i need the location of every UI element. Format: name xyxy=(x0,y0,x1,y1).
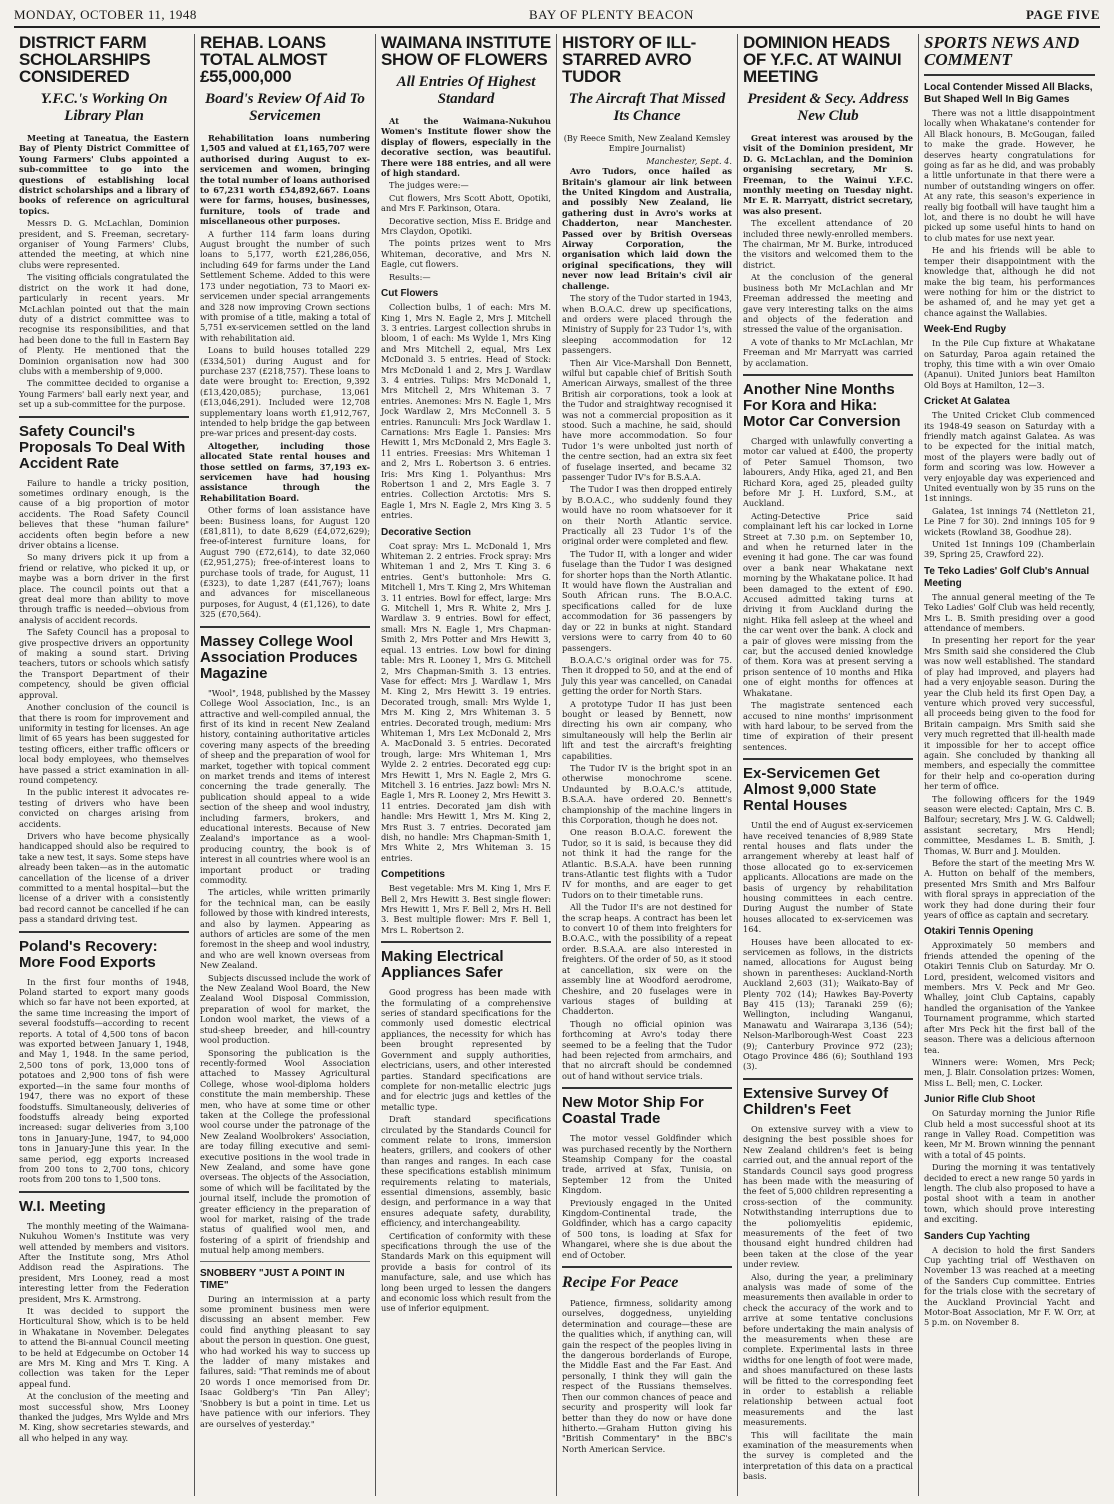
article-paragraph: Approximately 50 members and friends attended the opening of the Otakiri Tennis Club on Saturday. Mr O. Lord, president, welcomed visitors and members. Mrs V. Peck and Mr Geo. Whalley, joint Club Captains, capably handled the organisation of the Yankee Tournament programme, which started after Mrs Peck hit the first ball of the season. There was a delicious afternoon tea. xyxy=(924,940,1095,1055)
divider xyxy=(200,626,370,628)
article-paragraph: Cut flowers, Mrs Scott Abott, Opotiki, and Mrs F. Parkinson, Otara. xyxy=(381,192,551,214)
headline-rental-houses: Ex-Servicemen Get Almost 9,000 State Rental Houses xyxy=(743,765,880,815)
article-paragraph: During the morning it was tentatively decided to erect a new range 50 yards in length. The club also proposed to have a postal shoot with a team in another town, which should prove interesting and exciting. xyxy=(924,1162,1095,1225)
article-paragraph: At the conclusion of the meeting and most successful show, Mrs Looney thanked the judges, Mrs Wylde and Mrs M. King, show secretaries stewards, and all who helped in any way. xyxy=(19,1391,189,1443)
column-2 xyxy=(195,34,376,1496)
page-number: PAGE FIVE xyxy=(1026,7,1100,22)
divider xyxy=(381,941,551,943)
paper-name: BAY OF PLENTY BEACON xyxy=(528,7,694,22)
byline: (By Reece Smith, New Zealand Kemsley Empire Journalist) xyxy=(563,133,731,154)
article-paragraph: So many drivers pick it up from a friend or relative, who picked it up, or maybe was a born driver in the first place. The council points out that a great deal more than ability to move through traffic is needed—obvious from analysis of accident records. xyxy=(19,552,189,625)
headline-all-blacks: Local Contender Missed All Blacks, But Shaped Well In Big Games xyxy=(924,82,1093,105)
article-paragraph: In the Pile Cup fixture at Whakatane on Saturday, Paroa again retained the trophy, this time with a win over Omaio (Apanui). United Juniors beat Hamilton Old Boys at Hamilton, 12—3. xyxy=(924,338,1095,390)
headline-motor-ship: New Motor Ship For Coastal Trade xyxy=(562,1094,704,1128)
column-3 xyxy=(376,34,557,1496)
headline-golf-club: Te Teko Ladies' Golf Club's Annual Meeting xyxy=(924,565,1090,589)
article-paragraph: Collection bulbs, 1 of each: Mrs M. King 1, Mrs N. Eagle 2, Mrs J. Mitchell 3. 3 entries. Largest collection shrubs in bloom, 1 of each: Ms Wylde 1, Mrs King and Mrs Mitchell 2, equal, Mrs Lex McDonald 3. 5 entries. Head of Stock: Mrs McDonald 1 and 2, Mrs J. Wardlaw 3. 4 entries. Tulips: Mrs McDonald 1, Mrs Mitchell 2, Mrs Whiteman 3. 7 entries. Anemones: Mrs N. Eagle 1, Mrs Jock Wardlaw 2, Mrs McConnell 3. 5 entries. Ranunculi: Mrs Jock Wardlaw 1. Carnations: Mrs Eagle 1. Pansies: Mrs Hewitt 1, Mrs McDonald 2, Mrs Eagle 3. 11 entries. Freesias: Mrs Whiteman 1 and 2, Mrs L. Robertson 3. 6 entries. Iris: Mrs King 1. Polyanthus: Mrs Robertson 1 and 2, Mrs Eagle 3. 7 entries. Collection Arctotis: Mrs S. Eagle 1, Mrs N. Eagle 2, Mrs King 3. 5 entries. xyxy=(381,302,551,521)
article-paragraph: At the conclusion of the general business both Mr McLachlan and Mr Freeman addressed the meeting and gave very interesting talks on the aims and objects of the federation and stressed the value of the organisation. xyxy=(743,272,913,335)
headline-cricket-galatea: Cricket At Galatea xyxy=(924,396,1010,408)
headline-week-end-rugby: Week-End Rugby xyxy=(924,324,1007,336)
article-paragraph: Failure to handle a tricky position, sometimes ordinary enough, is the cause of a big proportion of motor accidents. The Road Safety Council believes that these "human failure" accidents often begin before a new driver obtains a license. xyxy=(19,477,189,550)
headline-safety-council: Safety Council's Proposals To Deal With Accident Rate xyxy=(19,422,186,472)
section-decorative: Decorative Section xyxy=(381,526,472,538)
article-paragraph: United 1st Innings 109 (Chamberlain 39, Spring 25, Crawford 22). xyxy=(924,539,1095,560)
article-paragraph: In the public interest it advocates re-testing of drivers who have been convicted on charges arising from accidents. xyxy=(19,787,189,829)
article-paragraph: Charged with unlawfully converting a motor car valued at £400, the property of Peter Samuel Thomson, two labourers, Andy Hika, aged 21, and Ben Richard Kora, aged 25, pleaded guilty before Mr J. H. Luxford, S.M., at Auckland. xyxy=(743,435,913,509)
article-paragraph: A vote of thanks to Mr McLachlan, Mr Freeman and Mr Marryatt was carried by acclamation. xyxy=(743,336,913,368)
article-paragraph: The Tudor IV is the bright spot in an otherwise monochrome scene. Undaunted by B.O.A.C.'s attitude, B.S.A.A. have ordered 20. Bennett's championship of the machine lingers in this Corporation, though he does not. xyxy=(562,762,732,825)
section-competitions: Competitions xyxy=(381,869,445,881)
page-columns xyxy=(14,34,1100,1496)
article-paragraph: The judges were:— xyxy=(389,180,469,191)
article-paragraph: The story of the Tudor started in 1943, when B.O.A.C. drew up specifications, and orders were placed through the Ministry of Supply for 23 Tudor 1's, with sleeping accommodation for 12 passengers. xyxy=(562,293,732,356)
article-paragraph: Drivers who have become physically handicapped should also be required to take a new test, it says. Some steps have already been taken—as in the automatic cancellation of the license of a driver committed to a mental hospital—but the license of a driver with a consistently bad record cannot be cancelled if he can pass a standard driving test. xyxy=(19,830,190,925)
sports-section-title: SPORTS NEWS AND COMMENT xyxy=(924,34,1080,69)
headline-waimana-show: WAIMANA INSTITUTE SHOW OF FLOWERS xyxy=(381,34,551,69)
article-lead: Rehabilitation loans numbering 1,505 and valued at £1,165,707 were authorised during August to ex-servicemen and women, bringing the total number of loans authorised to 67,231 worth £54,892,667. Loans were for farms, houses, businesses, furniture, tools of trade and miscellaneous other purposes. xyxy=(200,133,370,227)
article-paragraph: The United Cricket Club commenced its 1948-49 season on Saturday with a friendly match against Galatea. As was to be expected for the initial match, most of the players were badly out of form and scoring was low. However a very enjoyable day was experienced and United eventually won by 35 runs on the 1st innings. xyxy=(924,410,1095,504)
divider xyxy=(743,758,913,760)
headline-snobbery: SNOBBERY "JUST A POINT IN TIME" xyxy=(200,1267,345,1291)
subhead-board-review: Board's Review Of Aid To Servicemen xyxy=(205,91,365,124)
subhead-new-club: President & Secy. Address New Club xyxy=(747,91,909,124)
divider xyxy=(19,416,189,418)
article-paragraph: There was not a little disappointment locally when Whakatane's contender for All Black honours, B. McGougan, failed to make the grade. However, he deserves hearty congratulations for going as far as he did, and was probably a little unfortunate in that there were a number of outstanding wingers on offer. At any rate, this season's experience in really big football will have taught him a lot, and there is no doubt he will have picked up some useful hints to hand on to club mates for use next year. xyxy=(924,108,1095,243)
column-1 xyxy=(14,34,195,1496)
article-paragraph: Before the start of the meeting Mrs W. A. Hutton on behalf of the members, presented Mrs Smith and Mrs Balfour with floral sprays in appreciation of the work they had done during their four years of office as captain and secretary. xyxy=(924,858,1095,921)
headline-childrens-feet: Extensive Survey Of Children's Feet xyxy=(743,1084,889,1118)
divider xyxy=(200,1261,370,1262)
article-lead: Meeting at Taneatua, the Eastern Bay of Plenty District Committee of Young Farmers' Clubs appointed a sub-committee to go into the questions of establishing local district scholarships and a library of books of reference on agricultural topics. xyxy=(19,133,189,216)
dateline: Manchester, Sept. 4. xyxy=(646,155,732,166)
article-paragraph: A decision to hold the first Sanders Cup yachting trial off Westhaven on November 13 was reached at a meeting of the Sanders Cup committee. Entries for the trials close with the secretary of the Auckland Provincial Yacht and Motor-Boat Association, Mr F. W. Orr, at 5 p.m. on November 8. xyxy=(924,1244,1095,1328)
divider xyxy=(924,74,1095,76)
article-paragraph: Sponsoring the publication is the recently-formed Wool Association attached to Massey Agricultural College, whose wool-diploma holders constitute the main membership. These men, who have at some time or other taken at the College the professional wool course under the patronage of the New Zealand Woolbrokers' Association, are today filling executive and semi-executive positions in the wool trade in New Zealand, and some have gone overseas. The objects of the Association, some of which will be facilitated by the journal itself, include the promotion of greater efficiency in the preparation of wool for market, raising of the trade status of qualified wool men, and fostering of a spirit of friendship and mutual help among members. xyxy=(200,1047,370,1256)
divider xyxy=(562,1266,732,1268)
article-paragraph: Good progress has been made with the formulating of a comprehensive series of standard specifications for the commonly used domestic electrical appliances, the necessity for which has been brought represented by Government and supply authorities, electricians, users, and other interested parties. Standard specifications are complete for non-metallic electric jugs and for electric jugs and kettles of the metallic type. xyxy=(381,987,551,1112)
article-paragraph: Also, during the year, a preliminary analysis was made of some of the measurements then available in order to check the accuracy of the work and to arrive at some tentative conclusions before undertaking the main analysis of the measurements when these are complete. Experimental lasts in three widths for one length of foot were made, and shoes manufactured on these lasts will be fitted to the corresponding feet in order to establish a reliable relationship between actual foot measurements and the last measurements. xyxy=(743,1271,913,1428)
article-paragraph: Decorative section, Miss E. Bridge and Mrs Claydon, Opotiki. xyxy=(381,215,551,237)
article-lead: Great interest was aroused by the visit of the Dominion president, Mr D. G. McLachlan, and the Dominion organising secretary, Mr S. Freeman, to the Wainui Y.F.C. monthly meeting on Tuesday night. Mr E. R. Marryatt, district secretary, was also present. xyxy=(743,133,913,216)
divider xyxy=(743,1078,913,1080)
article-paragraph: The annual general meeting of the Te Teko Ladies' Golf Club was held recently, Mrs L. B. Smith presiding over a good attendance of members. xyxy=(924,591,1095,634)
headline-rehab-loans: REHAB. LOANS TOTAL ALMOST £55,000,000 xyxy=(200,34,328,86)
article-paragraph: In the first four months of 1948, Poland started to export many goods which so far have not been exported, at the same time increasing the import of several foodstuffs—according to recent reports. A total of 4,500 tons of bacon was exported between January 1, 1948, and May 1, 1948. In the same period, 2,500 tons of pork, 13,000 tons of potatoes and 2,900 tons of fish were exported—in the same four months of 1947, there was no export of these foodstuffs. Simultaneously, deliveries of foodstuffs already being exported increased: sugar deliveries from 3,100 tons in January-June, 1947, to 94,000 tons in January-June this year. In the same period, egg exports increased from 200 tons to 2,700 tons, chicory roots from 200 tons to 1,500 tons. xyxy=(19,976,189,1185)
article-paragraph: Loans to build houses totalled 229 (£334,501) during August and for purchase 237 (£218,757). These loans to date were brought to: Erection, 9,392 (£13,420,085); purchase, 13,061 (£13,046,291). Included were 12,708 supplementary loans worth £1,912,767, intended to help bridge the gap between pre-war prices and present-day costs. xyxy=(200,345,370,439)
headline-wi-meeting: W.I. Meeting xyxy=(19,1197,106,1215)
article-paragraph: The Safety Council has a proposal to give prospective drivers an opportunity of making a sound start. Driving teachers, tutors or schools which satisfy the Transport Department of their competency, should be given official approval. xyxy=(19,627,189,700)
divider xyxy=(562,1087,732,1089)
headline-tennis-opening: Otakiri Tennis Opening xyxy=(924,926,1034,938)
headline-rifle-club: Junior Rifle Club Shoot xyxy=(924,1094,1036,1106)
article-paragraph: Houses have been allocated to ex-servicemen as follows, in the districts named, allocations for August being shown in parentheses: Auckland-North Auckland 2,603 (31); Waikato-Bay of Plenty 702 (14); Hawkes Bay-Poverty Bay 415 (13); Taranaki 259 (6); Wellington, including Wanganui, Manawatu and Wairarapa 3,136 (54); Nelson-Marlborough-West Coast 223 (9); Canterbury Province 972 (23); Otago Province 486 (6); Southland 193 (3). xyxy=(743,936,913,1072)
article-paragraph: Best vegetable: Mrs M. King 1, Mrs F. Bell 2, Mrs Hewitt 3. Best single flower: Mrs Hewitt 1, Mrs F. Bell 2, Mrs H. Bell 3. Best multiple flower: Mrs F. Bell 1, Mrs L. Robertson 2. xyxy=(381,883,551,935)
article-paragraph: Patience, firmness, solidarity among ourselves, doggedness, unyielding determination and courage—these are the qualities which, if anything can, will gain the respect of the peoples living in the dangerous borderlands of Europe, the Middle East and the Far East. And personally, I think they will gain the respect of the Russians themselves. Then our common chances of peace and security and prosperity will look far better than they do now or have done hitherto.—Graham Hutton giving his "British Commentary" in the BBC's North American Service. xyxy=(562,1298,732,1454)
headline-recipe-peace: Recipe For Peace xyxy=(562,1274,679,1292)
article-paragraph: The excellent attendance of 20 included three newly-enrolled members. The chairman, Mr M. Burke, introduced the visitors and welcomed them to the district. xyxy=(743,218,913,270)
article-paragraph: "Wool", 1948, published by the Massey College Wool Association, Inc., is an attractive and well-compiled annual, the first of its kind in recent New Zealand history, containing authoritative articles covering many aspects of the breeding of sheep and the preparation of wool for market, together with topical comment on market trends and items of interest concerning the trade generally. The publication should appeal to a wide section of the sheep and wool industry, including farmers, brokers, and educational interests. Because of New Zealand's importance as a wool-producing country, the book is of interest in all countries where wool is an important product or trading commodity. xyxy=(200,687,370,885)
article-paragraph: On Saturday morning the Junior Rifle Club held a most successful shoot at its range in Valley Road. Competition was keen, Mr M. Brown winning the pennant with a total of 45 points. xyxy=(924,1108,1095,1160)
article-paragraph: The Tudor II, with a longer and wider fuselage than the Tudor I was designed for shorter hops than the North Atlantic. It would have flown the Australian and South African runs. The B.O.A.C. specifications called for de luxe accommodation for 36 passengers by day or 22 in bunks at night. Standard versions were to carry from 40 to 60 passengers. xyxy=(562,548,732,653)
article-paragraph: The points prizes went to Mrs Whiteman, decorative, and Mrs N. Eagle, cut flowers. xyxy=(381,238,551,270)
headline-poland: Poland's Recovery: More Food Exports xyxy=(19,937,158,971)
article-paragraph: The following officers for the 1949 season were elected: Captain, Mrs C. B. Balfour; secretary, Mrs J. W. G. Caldwell; assistant secretary, Mrs Hendl; committee, Mesdames L. B. Smith, J. Thomas, W. Burr and J. Moulden. xyxy=(924,793,1095,856)
headline-farm-scholarships: DISTRICT FARM SCHOLARSHIPS CONSIDERED xyxy=(19,34,151,86)
article-paragraph: The Tudor I was then dropped entirely by B.O.A.C., who suddenly found they would have no room whatsoever for it on their North Atlantic service. Practically all 23 Tudor 1's of the original order were completed and flew. xyxy=(562,484,732,547)
article-paragraph: All the Tudor II's are not destined for the scrap heaps. A contract has been let to convert 10 of them into freighters for B.O.A.C., with the possibility of a repeat order. B.S.A.A. are also interested in freighters. Of the order of 50, as it stood at cancellation, six were on the assembly line at Woodford aerodrome, Cheshire, and 20 fuselages were in various stages of building at Chadderton. xyxy=(562,902,732,1017)
article-paragraph: Another conclusion of the council is that there is room for improvement and uniformity in testing for licenses. An age limit of 65 years has been suggested for testing officers, either traffic officers or local body employees, who themselves have passed a strict examination in all-round competency. xyxy=(19,702,189,785)
article-paragraph: Certification of conformity with these specifications through the use of the Standards Mark on this equipment will provide a basis for control of its manufacture, sale, and use which has long been urged to lessen the dangers and economic loss which result from the use of inferior equipment. xyxy=(381,1230,551,1314)
article-paragraph: Altogether, including those allocated State rental houses and those settled on farms, 37,193 ex-servicemen have had housing assistance through the Rehabilitation Board. xyxy=(200,440,370,503)
article-paragraph: B.O.A.C.'s original order was for 75. Then it dropped to 50, and at the end of July this year was cancelled, on Canadai getting the order for North Stars. xyxy=(562,654,732,697)
headline-massey-wool: Massey College Wool Association Produces Magazine xyxy=(200,632,358,682)
section-cut-flowers: Cut Flowers xyxy=(381,288,439,300)
article-paragraph: This will facilitate the main examination of the measurements when the survey is completed and the interpretation of this data on a practical basis. xyxy=(743,1429,913,1482)
article-paragraph: He and his friends will be able to temper their disappointment with the knowledge that, although he did not make the big team, his performances were nothing for him or the district to be ashamed of, and he may yet get a chance against the Wallabies. xyxy=(924,245,1095,318)
headline-sanders-cup: Sanders Cup Yachting xyxy=(924,1230,1030,1242)
article-paragraph: Though no official opinion was forthcoming at Avro's today there seemed to be a feeling that the Tudor had been rejected from armchairs, and that no aircraft should be condemned out of hand without service trials. xyxy=(562,1018,732,1081)
headline-electrical: Making Electrical Appliances Safer xyxy=(381,948,504,982)
article-paragraph: Until the end of August ex-servicemen have received tenancies of 8,989 State rental houses and flats under the arrangement whereby at least half of those allocated go to ex-servicemen applicants. Allocations are made on the basis of urgency by rehabilitation housing committees in each centre. During August the number of State houses allocated to ex-servicemen was 164. xyxy=(743,820,913,935)
article-paragraph: Messrs D. G. McLachlan, Dominion president, and S. Freeman, secretary-organiser of Young Farmers' Clubs, attended the meeting, at which nine clubs were represented. xyxy=(19,218,189,270)
divider xyxy=(743,374,913,376)
headline-kora-hika: Another Nine Months For Kora and Hika: Motor Car Conversion xyxy=(743,380,901,430)
article-paragraph: The magistrate sentenced each accused to nine months' imprisonment with hard labour, to be served from the time of expiration of their present sentences. xyxy=(743,700,913,752)
issue-date: MONDAY, OCTOBER 11, 1948 xyxy=(14,7,197,22)
divider xyxy=(19,931,189,933)
article-paragraph: Previously engaged in the United Kingdom-Continental trade, the Goldfinder, which has a cargo capacity of 500 tons, is loading at Sfax for Whangarei, where she is due about the end of October. xyxy=(562,1197,732,1260)
subhead-entries: All Entries Of Highest Standard xyxy=(396,74,536,107)
column-6 xyxy=(919,34,1100,1496)
column-4 xyxy=(557,34,738,1496)
article-lead: At the Waimana-Nukuhou Women's Institute flower show the display of flowers, especially in the decorative section, was beautiful. There were 188 entries, and all were of high standard. xyxy=(381,116,551,179)
article-paragraph: Winners were: Women, Mrs Peck; men, J. Blair. Consolation prizes: Women, Miss L. Bell; men, C. Locker. xyxy=(924,1056,1095,1088)
article-paragraph: The monthly meeting of the Waimana-Nukuhou Women's Institute was very well attended by members and visitors. After the Institute song, Mrs Athol Addison read the Aspirations. The president, Mrs Looney, read a most interesting letter from the Federation president, Mrs K. Armstrong. xyxy=(19,1220,189,1304)
article-paragraph: One reason B.O.A.C. forewent the Tudor, so it is said, is because they did not think it had the range for the Atlantic. B.S.A.A. have been running trans-Atlantic test flights with a Tudor IV for months, and are eager to get Tudors on to their timetable runs. xyxy=(562,827,732,900)
article-paragraph: On extensive survey with a view to designing the best possible shoes for New Zealand children's feet is being carried out, and the annual report of the Standards Council says good progress has been made with the measuring of the feet of 5,000 children representing a cross-section of the community. Notwithstanding interruptions due to the poliomyelitis epidemic, measurements of the feet of two thousand eight hundred children had been taken at the close of the year under review. xyxy=(743,1123,913,1270)
article-paragraph: The articles, while written primarily for the technical man, can be easily followed by those with kindred interests, and also by laymen. Appearing as authors of articles are some of the men foremost in the sheep and wool industry, and who are well known overseas from New Zealand. xyxy=(200,887,371,971)
article-paragraph: A further 114 farm loans during August brought the number of such loans to 5,177, worth £21,286,056, including 649 for farms under the Land Settlement Scheme. Added to this were 173 under negotiation, 73 to Maori ex-servicemen under special arrangements and 328 now improving Crown sections with promise of a title, making a total of 5,751 ex-servicemen settled on the land with rehabilitation aid. xyxy=(200,228,370,343)
article-paragraph: In presenting her report for the year Mrs Smith said she considered the Club was now well established. The standard of play had improved, and players had had a very enjoyable season. During the year the Club held its first Open Day, a venture which proved very successful, all proceeds being given to the food for Britain campaign. Mrs Smith said she very much regretted that ill-health made it impossible for her to accept office again. She concluded by thanking all members, and especially the committee for their help and co-operation during her term of office. xyxy=(924,635,1095,792)
article-paragraph: The visiting officials congratulated the district on the work it had done, particularly in recent years. Mr McLachlan pointed out that the main duty of a district committee was to recognise its responsibilities, and that had been done to the full in Eastern Bay of Plenty. He mentioned that the Dominion organisation now had 300 clubs with a membership of 9,000. xyxy=(19,272,189,376)
article-paragraph: Galatea, 1st innings 74 (Nettleton 21, Le Pine 7 for 30). 2nd innings 105 for 9 wickets (Rowland 38, Goodhue 28). xyxy=(924,505,1095,537)
article-lead: Avro Tudors, once hailed as Britain's glamour air link between the United Kingdom and Australia, and possibly New Zealand, lie gathering dust in Avro's works at Chadderton, near Manchester. Passed over by British Overseas Airway Corporation, the organisation which laid down the original specifications, they will never now lead Britain's civil air challenge. xyxy=(562,166,732,291)
article-paragraph: Coat spray: Mrs L. McDonald 1, Mrs Whiteman 2. 2 entries. Frock spray: Mrs Whiteman 1 and 2, Mrs T. King 3. 6 entries. Gent's buttonhole: Mrs G. Mitchell 1, Mrs T. King 2, Mrs Whiteman 3. 11 entries. Bowl for effect, large: Mrs G. Mitchell 1, Mrs R. White 2, Mrs J. Wardlaw 3. 9 entries. Bowl for effect, small: Mrs N. Eagle 1, Mrs Chapman-Smith 2, Mrs Potter and Mrs Hewitt 3, equal. 13 entries. Low bowl for dining table: Mrs R. Looney 1, Mrs G. Mitchell 2, Mrs Chapman-Smith 3. 13 entries. Vase for effect: Mrs J. Wardlaw 1, Mrs M. King 2, Mrs Hewitt 3. 19 entries. Decorated trough, small: Mrs Wylde 1, Mrs M. King 2, Mrs Whiteman 3. 5 entries. Decorated trough, medium: Mrs Whiteman 1, Mrs Lex McDonald 2, Mrs A. MacDonald 3. 5 entries. Decorated trough, large: Mrs Whiteman 1, Mrs Wylde 2. 2 entries. Decorated egg cup: Mrs Hewitt 1, Mrs N. Eagle 2, Mrs G. Mitchell 3. 16 entries. Jazz bowl: Mrs N. Eagle 1, Mrs R. Looney 2, Mrs Hewitt 3. 11 entries. Decorated jam dish with handle: Mrs Hewitt 1, Mrs M. King 2, Mrs Rust 3. 7 entries. Decorated jam dish, no handle: Mrs Chapman-Smith 1, Mrs White 2, Mrs Whiteman 3. 15 entries. xyxy=(381,540,551,863)
column-5 xyxy=(738,34,919,1496)
article-paragraph: Results:— xyxy=(389,271,431,282)
subhead-library-plan: Y.F.C.'s Working On Library Plan xyxy=(40,91,168,124)
divider xyxy=(19,1191,189,1193)
headline-avro-tudor: HISTORY OF ILL-STARRED AVRO TUDOR xyxy=(562,34,697,86)
headline-dominion-heads: DOMINION HEADS OF Y.F.C. AT WAINUI MEETING xyxy=(743,34,902,86)
article-paragraph: Then Air Vice-Marshall Don Bennett, wilful but capable chief of British South American Airways, smallest of the three British air corporations, took a look at the Tudor and straightway recognised it was not a commercial proposition as it stood. Such a machine, he said, should have more accommodation. So four Tudor 1's were unbolted just north of the centre section, had an extra six feet of fuselage inserted, and became 32 passenger Tudor IV's for B.S.A.A. xyxy=(562,357,732,482)
subhead-aircraft: The Aircraft That Missed Its Chance xyxy=(568,91,726,124)
article-paragraph: The committee decided to organise a Young Farmers' ball early next year, and set up a sub-committee for the purpose. xyxy=(19,378,189,410)
article-paragraph: During an intermission at a party some prominent business men were discussing an absent member. Few could find anything pleasant to say about the person in question. One guest, who had worked his way to success up the ladder of many mistakes and failures, said: "That reminds me of about 20 words I once memorised from Dr. Isaac Goldberg's 'Tin Pan Alley'; 'Snobbery is but a point in time. Let us have patience with our inferiors. They are ourselves of yesterday." xyxy=(200,1293,371,1429)
article-paragraph: Subjects discussed include the work of the New Zealand Wool Board, the New Zealand Wool Disposal Commission, preparation of wool for market, the London wool market, the views of a stud-sheep breeder, and hill-country wool production. xyxy=(200,972,370,1046)
article-paragraph: It was decided to support the Horticultural Show, which is to be held in Whakatane in November. Delegates to attend the Bi-annual Council meeting to be held at Edgecumbe on October 14 are Mrs M. King and Mrs T. King. A collection was taken for the Leper appeal fund. xyxy=(19,1306,189,1389)
article-paragraph: Other forms of loan assistance have been: Business loans, for August 120 (£81,811), to date 8,629 (£4,072,629); free-of-interest furniture loans, for August 790 (£72,614), to date 32,060 (£2,951,275); free-of-interest loans to purchase tools of trade, for August, 11 (£323), to date 1,287 (£41,767); loans and advances for miscellaneous purposes, for August, 4 (£1,126), to date 325 (£70,564). xyxy=(200,505,370,620)
article-paragraph: Acting-Detective Price said complainant left his car locked in Lorne Street at 7.30 p.m. on September 10, and when he returned later in the evening it had gone. The car was found over a bank near Whakatane next morning by the Whakatane police. It had been damaged to the extent of £90. Accused admitted taking turns at driving it from Auckland during the night. Hika fell asleep at the wheel and the car went over the bank. A clock and a pair of gloves were missing from the car, but the accused denied knowledge of them. Kora was at present serving a prison sentence of 10 months and Hika one of eight months for offences at Whakatane. xyxy=(743,510,913,698)
masthead xyxy=(14,4,1100,28)
article-paragraph: The motor vessel Goldfinder which was purchased recently by the Northern Steamship Company for the coastal trade, arrived at Sfax, Tunisia, on September 12 from the United Kingdom. xyxy=(562,1133,732,1196)
article-paragraph: A prototype Tudor II has just been bought or leased by Bennett, now directing his own air company, who simultaneously will help the Berlin air lift and test the aircraft's freighting capabilities. xyxy=(562,698,732,761)
article-paragraph: Draft standard specifications circulated by the Standards Council for comment relate to irons, immersion heaters, grillers, and cookers of other than ranges and ranges. In each case these specifications establish minimum requirements relating to materials, essential dimensions, assembly, basic design, and performance in a way that ensures adequate safety, durability, efficiency, and interchangeability. xyxy=(381,1114,551,1229)
